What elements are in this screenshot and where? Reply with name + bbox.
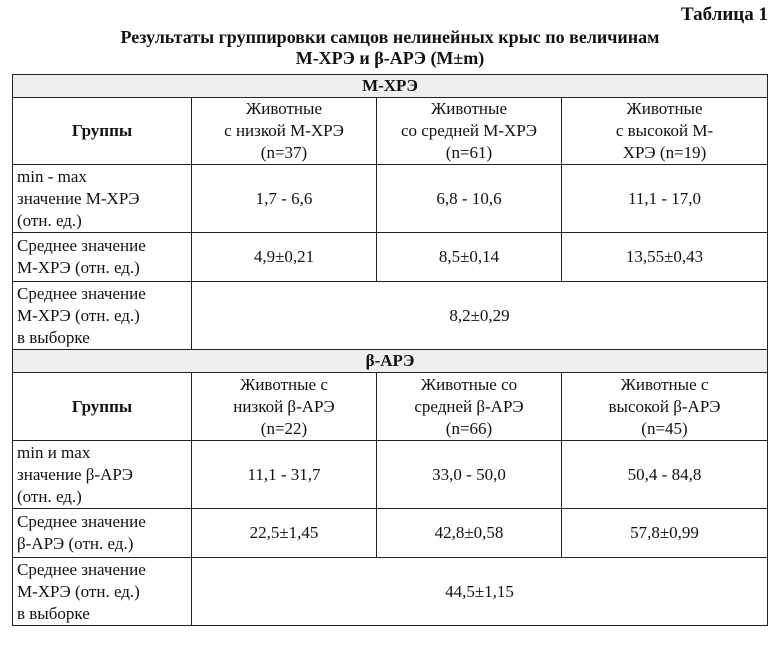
table-row xyxy=(13,441,768,509)
groups-label: Группы xyxy=(13,98,192,165)
groups-header-row xyxy=(13,373,768,441)
table-cell: 4,9±0,21 xyxy=(192,233,377,282)
column-header-high: Животные с высокой М- ХРЭ (n=19) xyxy=(562,98,768,165)
table-cell: 11,1 - 31,7 xyxy=(192,441,377,509)
column-header-medium: Животные со средней М-ХРЭ (n=61) xyxy=(377,98,562,165)
groups-header-row xyxy=(13,98,768,165)
table-cell: 11,1 - 17,0 xyxy=(562,165,768,233)
table-title-line-2: М-ХРЭ и β-АРЭ (M±m) xyxy=(295,48,485,68)
table-row xyxy=(13,165,768,233)
table-row xyxy=(13,558,768,626)
column-header-low: Животные с низкой β-АРЭ (n=22) xyxy=(192,373,377,441)
groups-label: Группы xyxy=(13,373,192,441)
table-cell: 57,8±0,99 xyxy=(562,509,768,558)
table-cell: 8,5±0,14 xyxy=(377,233,562,282)
results-table xyxy=(12,74,768,626)
row-label-mean: Среднее значение β-АРЭ (отн. ед.) xyxy=(13,509,192,558)
sample-mean-cell: 8,2±0,29 xyxy=(192,282,768,350)
table-row xyxy=(13,233,768,282)
section-heading: М-ХРЭ xyxy=(13,75,768,98)
row-label-sample-mean: Среднее значение М-ХРЭ (отн. ед.) в выборке xyxy=(13,558,192,626)
table-number-label: Таблица 1 xyxy=(680,4,768,25)
row-label-min-max: min и max значение β-АРЭ (отн. ед.) xyxy=(13,441,192,509)
section-header-row xyxy=(13,75,768,98)
sample-mean-cell: 44,5±1,15 xyxy=(192,558,768,626)
table-cell: 33,0 - 50,0 xyxy=(377,441,562,509)
column-header-high: Животные с высокой β-АРЭ (n=45) xyxy=(562,373,768,441)
table-cell: 6,8 - 10,6 xyxy=(377,165,562,233)
table-title xyxy=(0,27,780,69)
table-title-line-1: Результаты группировки самцов нелинейных крыс по величинам xyxy=(120,27,660,47)
column-header-medium: Животные со средней β-АРЭ (n=66) xyxy=(377,373,562,441)
column-header-low: Животные с низкой М-ХРЭ (n=37) xyxy=(192,98,377,165)
table-row xyxy=(13,509,768,558)
table-cell: 1,7 - 6,6 xyxy=(192,165,377,233)
row-label-mean: Среднее значение М-ХРЭ (отн. ед.) xyxy=(13,233,192,282)
row-label-min-max: min - max значение М-ХРЭ (отн. ед.) xyxy=(13,165,192,233)
table-cell: 50,4 - 84,8 xyxy=(562,441,768,509)
table-row xyxy=(13,282,768,350)
row-label-sample-mean: Среднее значение М-ХРЭ (отн. ед.) в выборке xyxy=(13,282,192,350)
section-heading: β-АРЭ xyxy=(13,350,768,373)
table-cell: 22,5±1,45 xyxy=(192,509,377,558)
table-cell: 13,55±0,43 xyxy=(562,233,768,282)
table-cell: 42,8±0,58 xyxy=(377,509,562,558)
section-header-row xyxy=(13,350,768,373)
